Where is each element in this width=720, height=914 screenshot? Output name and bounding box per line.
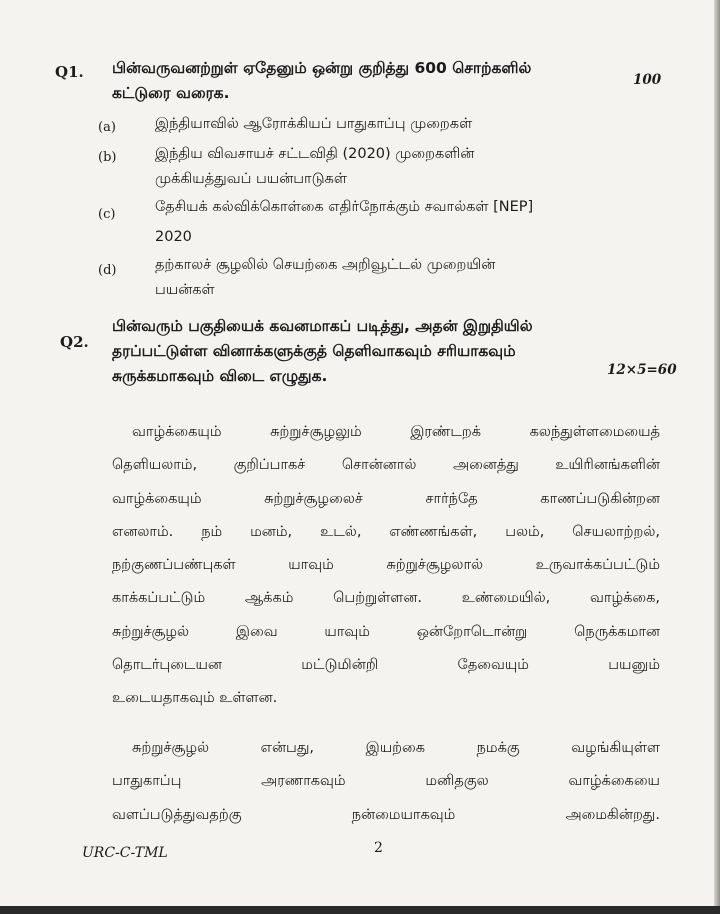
q1-option-c-line: தேசியக் கல்விக்கொள்கை எதிர்நோக்கும் சவால்கள் [NEP] xyxy=(155,199,534,215)
scan-edge-shadow xyxy=(714,0,720,914)
q1-option-a xyxy=(155,112,472,137)
q1-number: Q1. xyxy=(55,63,84,81)
q1-option-c xyxy=(155,195,533,250)
passage-line: தெளியலாம், குறிப்பாகச் சொன்னால் அனைத்து உயிரினங்களின் xyxy=(112,457,660,474)
page-number: 2 xyxy=(374,840,383,856)
q2-marks: 12×5=60 xyxy=(607,362,677,378)
passage-line: வளப்படுத்துவதற்கு நன்மையாகவும் அமைகின்றது. xyxy=(112,806,660,823)
scan-bottom-border xyxy=(0,906,720,914)
q1-option-d-line: பயன்கள் xyxy=(155,282,215,298)
q1-option-b xyxy=(155,142,474,192)
passage-line: எனலாம். நம் மனம், உடல், எண்ணங்கள், பலம், செயலாற்றல், xyxy=(112,523,660,540)
passage-paragraph-2 xyxy=(112,732,660,832)
q1-option-d-letter: (d) xyxy=(98,263,117,278)
passage-line: பாதுகாப்பு அரணாகவும் மனிதகுல வாழ்க்கையை xyxy=(112,773,660,790)
q1-prompt-line: கட்டுரை வரைக. xyxy=(112,84,230,102)
q2-number: Q2. xyxy=(60,333,89,351)
q2-prompt-line: தரப்பட்டுள்ள வினாக்களுக்குத் தெளிவாகவும் சரியாகவும் xyxy=(112,342,516,360)
passage-line: வாழ்க்கையும் சுற்றுச்சூழலும் இரண்டறக் கலந்துள்ளமையைத் xyxy=(132,424,660,440)
passage-line: சுற்றுச்சூழல் இவை யாவும் ஒன்றோடொன்று நெருக்கமான xyxy=(112,623,660,640)
q1-option-a-line: இந்தியாவில் ஆரோக்கியப் பாதுகாப்பு முறைகள் xyxy=(155,116,473,132)
passage-paragraph-1 xyxy=(112,416,660,716)
q1-option-a-letter: (a) xyxy=(98,120,116,135)
q1-option-c-letter: (c) xyxy=(98,207,116,222)
q1-option-b-line: முக்கியத்துவப் பயன்பாடுகள் xyxy=(155,171,347,187)
q2-prompt-line: சுருக்கமாகவும் விடை எழுதுக. xyxy=(112,367,328,385)
q1-prompt-line: பின்வருவனற்றுள் ஏதேனும் ஒன்று குறித்து 600 சொற்களில் xyxy=(112,59,532,77)
passage-line: நற்குணப்பண்புகள் யாவும் சுற்றுச்சூழலால் உருவாக்கப்பட்டும் xyxy=(112,557,660,574)
q1-option-d-line: தற்காலச் சூழலில் செயற்கை அறிவூட்டல் முறையின் xyxy=(155,257,496,273)
q2-prompt-line: பின்வரும் பகுதியைக் கவனமாகப் படித்து, அதன் இறுதியில் xyxy=(112,317,533,335)
q1-option-b-letter: (b) xyxy=(98,150,117,165)
q2-prompt xyxy=(112,314,533,389)
passage-line: உடையதாகவும் உள்ளன. xyxy=(112,690,278,707)
q1-option-c-line: 2020 xyxy=(155,229,192,245)
passage-line: தொடர்புடையன மட்டுமின்றி தேவையும் பயனும் xyxy=(112,657,660,674)
passage-line: காக்கப்பட்டும் ஆக்கம் பெற்றுள்ளன. உண்மையில், வாழ்க்கை, xyxy=(112,590,660,607)
passage-line: சுற்றுச்சூழல் என்பது, இயற்கை நமக்கு வழங்கியுள்ள xyxy=(132,740,660,756)
passage-line: வாழ்க்கையும் சுற்றுச்சூழலைச் சார்ந்தே காணப்படுகின்றன xyxy=(112,490,660,507)
q1-prompt xyxy=(112,56,531,106)
q1-marks: 100 xyxy=(633,72,662,88)
q1-option-b-line: இந்திய விவசாயச் சட்டவிதி (2020) முறைகளின் xyxy=(155,146,475,162)
paper-code: URC-C-TML xyxy=(82,845,168,861)
q1-option-d xyxy=(155,253,495,303)
